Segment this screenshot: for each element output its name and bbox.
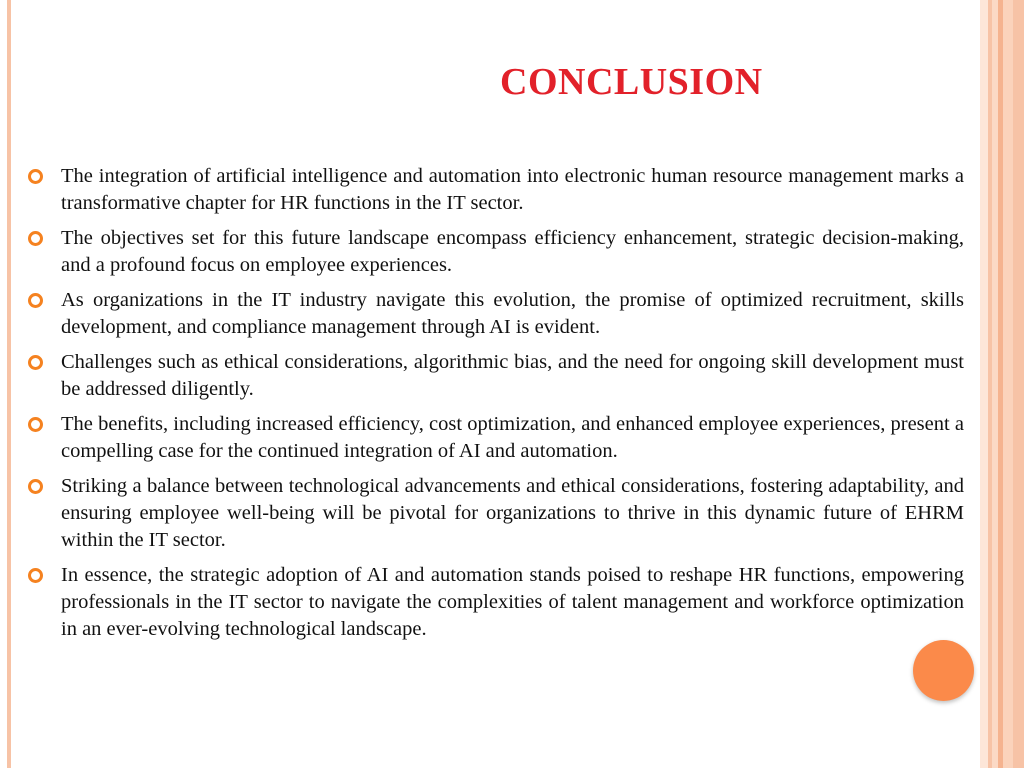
orange-circle-decoration (913, 640, 974, 701)
bullet-text: Striking a balance between technological advancements and ethical considerations, fostering adaptability, and ensuring employee well-being will be pivotal for organizations to thrive in this dynamic future of EHRM within the IT sector. (61, 475, 964, 551)
left-decorative-stripe (7, 0, 11, 768)
bullet-ring-icon (24, 287, 61, 314)
bullet-text: Challenges such as ethical considerations, algorithmic bias, and the need for ongoing skill development must be addressed diligently. (61, 351, 964, 400)
bullet-ring-icon (24, 349, 61, 376)
bullet-ring-icon (24, 473, 61, 500)
right-decorative-stripe (1003, 0, 1013, 768)
bullet-ring-icon (24, 225, 61, 252)
bullet-item (24, 287, 964, 341)
bullet-item (24, 163, 964, 217)
right-decorative-stripe (980, 0, 988, 768)
bullet-text: In essence, the strategic adoption of AI and automation stands poised to reshape HR functions, empowering professionals in the IT sector to navigate the complexities of talent management and workforce optimization in an ever-evolving technological landscape. (61, 564, 964, 640)
bullet-item (24, 473, 964, 554)
bullet-item (24, 349, 964, 403)
bullet-item (24, 411, 964, 465)
bullet-item (24, 225, 964, 279)
slide-title: CONCLUSION (500, 61, 763, 103)
bullet-list (24, 163, 964, 651)
bullet-text: The benefits, including increased efficiency, cost optimization, and enhanced employee experiences, present a compelling case for the continued integration of AI and automation. (61, 413, 964, 462)
bullet-text: As organizations in the IT industry navigate this evolution, the promise of optimized recruitment, skills development, and compliance management through AI is evident. (61, 289, 964, 338)
bullet-item (24, 562, 964, 643)
right-decorative-stripe (1013, 0, 1024, 768)
bullet-ring-icon (24, 562, 61, 589)
bullet-text: The objectives set for this future landscape encompass efficiency enhancement, strategic decision-making, and a profound focus on employee experiences. (61, 227, 964, 276)
bullet-ring-icon (24, 163, 61, 190)
bullet-text: The integration of artificial intelligence and automation into electronic human resource management marks a transformative chapter for HR functions in the IT sector. (61, 165, 964, 214)
bullet-ring-icon (24, 411, 61, 438)
